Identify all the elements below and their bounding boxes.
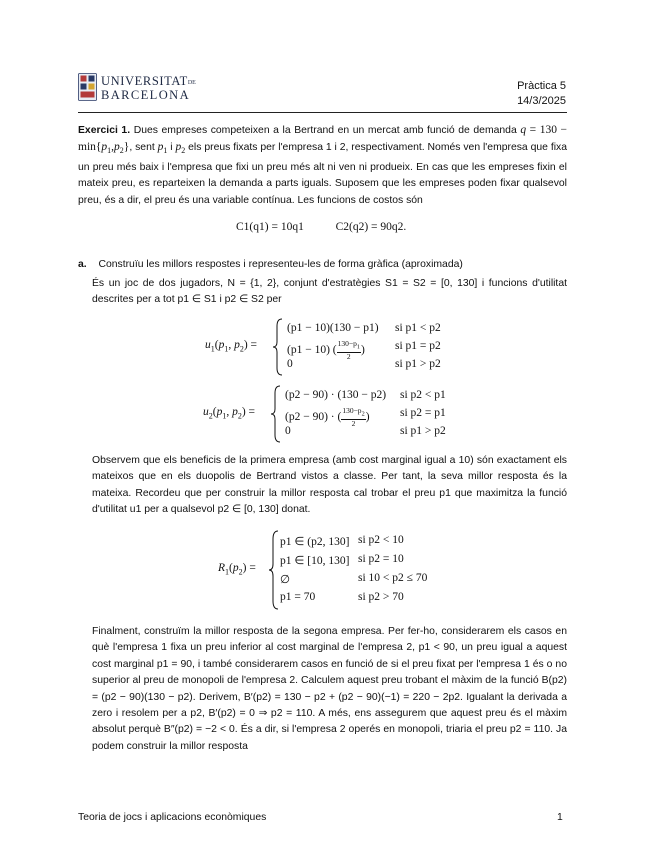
cost-function-2: C2(q2) = 90q2.: [335, 221, 407, 233]
r1-case-3-cond: si 10 < p2 ≤ 70: [358, 572, 428, 584]
part-a-paragraph-3: Finalment, construïm la millor resposta de la segona empresa. Per fer-ho, considerarem els casos en què l'empresa 1 fixa un preu inferior al cost marginal de l'empresa 2, p1 < 90, un preu igual a aquest cost marginal p1 = 90, i també considerarem casos en funció de si el preu fixat per l'empresa 1 és o no superior al preu de monopoli de l'empresa 2. Calculem aquest preu trobant el màxim de la funció B(p2) = (p2 − 90)(130 − p2). Derivem, B′(p2) = 130 − p2 + (p2 − 90)(−1) = 220 − 2p2. Igualant la derivada a zero i resolem per a p2, B′(p2) = 0 ⇒ p2 = 110. A més, ens assegurem que aquest preu és el màxim absolut perquè B″(p2) = −2 < 0. És a dir, si l'empresa 2 operés en monopoli, triaria el preu p2 = 110. Ja podem construir la millor resposta: [92, 626, 567, 752]
u1-definition: $u_1(p_1$, $p_2$) = (p1 − 10)(130 − p1) si p1 < p2 (p1 − 10) ( $\frac{130-p_1}{2}$ ) si p1 = p2 0 si p1 > p2: [205, 318, 505, 378]
u1-case-1-cond: si p1 < p2: [395, 322, 441, 334]
u1-case-1-expr: (p1 − 10)(130 − p1): [287, 322, 379, 334]
university-name-line1: UNIVERSITATDE: [101, 74, 196, 88]
r1-case-1-expr: p1 ∈ (p2, 130]: [280, 536, 350, 548]
u2-case-3-cond: si p1 > p2: [400, 425, 446, 437]
exercise-statement: Exercici 1. Dues empreses competeixen a la Bertrand en un mercat amb funció de demanda $q = 130 - \min\{p_1,p_2\}$, sent $p_1$ i $p_2$ els preus fixats per l'empresa 1 i 2, respectivament. Només ven l'empresa que fixa un preu més baix i l'empresa que fixi un preu més alt ni ven ni produeix. En cas que les empreses fixin el mateix preu, es reparteixen la demanda a parts iguals. Suposem que les empreses poden fixar qualsevol preu, és a dir, el preu és una variable contínua. Les funcions de costos són: [78, 124, 568, 206]
part-a-heading: a. Construïu les millors respostes i representeu-les de forma gràfica (aproximada): [78, 259, 463, 270]
u2-case-2: (p2 − 90) · ( $\frac{130-p_2}{2}$ ): [285, 406, 370, 428]
u1-case-3-expr: 0: [287, 358, 293, 370]
cost-functions: [236, 221, 406, 233]
r1-definition: $R_1(p_2)$ = p1 ∈ (p2, 130] si p2 < 10 p1 ∈ [10, 130] si p2 = 10 ∅ si 10 < p2 ≤ 70 p1 = 70 si p2 > 70: [218, 530, 478, 610]
part-a-paragraph-1: És un joc de dos jugadors, N = {1, 2}, conjunt d'estratègies S1 = S2 = [0, 130] i funcions d'utilitat descrites per a tot p1 ∈ S1 i p2 ∈ S2 per: [92, 278, 567, 306]
page-number: 1: [557, 812, 563, 823]
u2-case-3-expr: 0: [285, 425, 291, 437]
r1-case-1-cond: si p2 < 10: [358, 534, 404, 546]
header-rule: [78, 112, 567, 113]
u1-brace-icon: [272, 318, 284, 376]
university-name-line2: BARCELONA: [101, 88, 190, 102]
cost-function-1: C1(q1) = 10q1: [236, 221, 304, 233]
part-a-paragraph-2: Observem que els beneficis de la primera empresa (amb cost marginal igual a 10) són exactament els mateixos que en els duopolis de Bertrand vistos a classe. Per tant, la seva millor resposta és la mateixa. Recordeu que per construir la millor resposta cal trobar el preu p1 que maximitza la funció d'utilitat u1 per a qualsevol p2 ∈ [0, 130] donat.: [92, 455, 567, 516]
r1-case-4-cond: si p2 > 70: [358, 591, 404, 603]
footer-course: Teoria de jocs i aplicacions econòmiques: [78, 812, 267, 823]
r1-case-3-expr: ∅: [280, 574, 291, 586]
u1-case-3-cond: si p1 > p2: [395, 358, 441, 370]
exercise-title: Exercici 1.: [78, 125, 131, 136]
u1-case-2-cond: si p1 = p2: [395, 340, 441, 352]
r1-case-2-expr: p1 ∈ [10, 130]: [280, 555, 350, 567]
u2-case-1-expr: (p2 − 90) · (130 − p2): [285, 389, 387, 401]
date-label: 14/3/2025: [517, 95, 566, 107]
u1-case-2: (p1 − 10) ( $\frac{130-p_1}{2}$ ): [287, 339, 365, 361]
u2-definition: $u_2(p_1$, $p_2$) = (p2 − 90) · (130 − p2) si p2 < p1 (p2 − 90) · ( $\frac{130-p_2}{2}$ ) si p2 = p1 0 si p1 > p2: [203, 385, 523, 445]
u2-brace-icon: [270, 385, 282, 443]
university-logo: [78, 73, 208, 103]
u2-case-1-cond: si p2 < p1: [400, 389, 446, 401]
practice-label: Pràctica 5: [517, 80, 566, 92]
header-right: [517, 79, 566, 109]
r1-case-2-cond: si p2 = 10: [358, 553, 404, 565]
u2-case-2-cond: si p2 = p1: [400, 407, 446, 419]
university-crest-icon: [78, 73, 97, 101]
r1-case-4-expr: p1 = 70: [280, 591, 316, 603]
r1-brace-icon: [268, 530, 280, 610]
